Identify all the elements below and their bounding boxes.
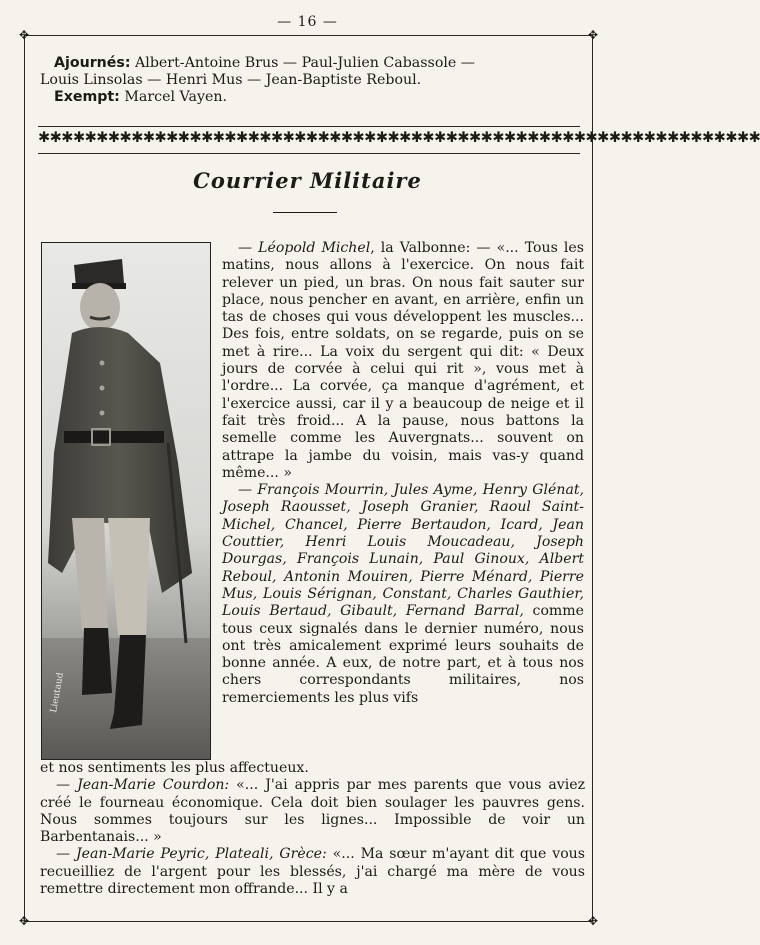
corner-ornament-icon: ✥ — [18, 28, 30, 42]
letter-author-peyric: — Jean-Marie Peyric, Plateali, Grèce: — [56, 846, 327, 863]
frame-top-rule — [24, 35, 593, 36]
exempt-label: Exempt: — [54, 89, 120, 105]
frame-bottom-rule — [24, 921, 593, 922]
letter-jean-marie-courdon — [40, 777, 585, 846]
exempt-line — [40, 89, 585, 106]
page-number: — 16 — — [277, 14, 338, 30]
letter-body-courdon: «... J'ai appris par mes parents que vous aviez créé le fourneau économique. Cela doit bien soulager les pauvres gens. Nous sommes toujours sur les lignes... Impossible de voir un Barbentanais... » — [40, 777, 586, 846]
deferred-exempt-list — [40, 55, 585, 106]
ajournes-line-1 — [40, 55, 585, 72]
photo-signature: Lieutaud — [49, 671, 66, 714]
signatories-names: — François Mourrin, Jules Ayme, Henry Glénat, Joseph Raousset, Joseph Granier, Raoul Saint-Michel, Chancel, Pierre Bertaudon, Icard, Jean Couttier, Henri Louis Moucadeau, Joseph Dourgas, François Lunain, Paul Ginoux, Albert Reboul, Antonin Mouiren, Pierre Ménard, Pierre Mus, Louis Sérignan, Constant, Charles Gauthier, Louis Bertaud, Gibault, Fernand Barral, — [222, 482, 584, 620]
letter-dash: — — [238, 240, 259, 256]
corner-ornament-icon: ✥ — [587, 914, 599, 928]
ajournes-names-2: Louis Linsolas — Henri Mus — Jean-Baptiste Reboul. — [40, 72, 422, 88]
section-title: Courrier Militaire — [193, 168, 422, 193]
signatories-message: comme tous ceux signalés dans le dernier numéro, nous ont très amicalement exprimé leurs souhaits de bonne année. A eux, de notre part, et à tous nos chers correspondants militaires, nos remerciements les plus vifs — [222, 603, 584, 706]
letter-place-leopold: , la Valbonne: — — [370, 240, 491, 256]
ajournes-label: Ajournés: — [54, 55, 131, 71]
star-ornament-icon: ✱✱✱✱✱✱✱✱✱✱✱✱✱✱✱✱✱✱✱✱✱✱✱✱✱✱✱✱✱✱✱✱✱✱✱✱✱✱✱✱✱✱✱✱✱✱✱✱✱✱✱✱✱✱✱✱✱✱✱✱✱✱ — [38, 130, 760, 146]
letter-body-peyric: «... Ma sœur m'ayant dit que vous recueilliez de l'argent pour les blessés, j'ai chargé ma mère de vous remettre directement mon offrande... Il y a — [40, 846, 585, 898]
letter-group-signatories — [222, 482, 584, 707]
letter-author-courdon: — Jean-Marie Courdon: — [56, 777, 230, 794]
corner-ornament-icon: ✥ — [18, 914, 30, 928]
corner-ornament-icon: ✥ — [587, 28, 599, 42]
title-underline — [273, 212, 337, 213]
letters-full-width — [40, 760, 585, 898]
letter-author-leopold: Léopold Michel — [258, 240, 371, 256]
letter-leopold-michel — [222, 240, 584, 482]
letters-column — [222, 240, 584, 707]
exempt-name: Marcel Vayen. — [124, 89, 228, 105]
signatories-message-end: et nos sentiments les plus affectueux. — [40, 760, 309, 776]
decorative-star-band — [38, 126, 760, 154]
letter-body-leopold: «... Tous les matins, nous allons à l'exercice. On nous fait relever un pied, un bras. On nous fait sauter sur place, nous pencher en avant, en arrière, enfin un tas de choses qui vous développent les muscles... Des fois, entre soldats, on se regarde, puis on se met à rire... La voix du sergent qui dit: « Deux jours de corvée à celui qui rit », vous met à l'ordre... La corvée, ça manque d'agrément, et l'exercice aussi, car il y a beaucoup de neige et il fait très froid... A la pause, nous battons la semelle comme les Auvergnats... souvent on attrape la jambe du voisin, mais vas-y quand même... » — [222, 240, 584, 481]
ajournes-line-2 — [40, 72, 585, 89]
soldier-portrait-photo — [41, 242, 211, 760]
letter-jean-marie-peyric — [40, 846, 585, 898]
ajournes-names-1: Albert-Antoine Brus — Paul-Julien Cabassole — — [135, 55, 475, 71]
